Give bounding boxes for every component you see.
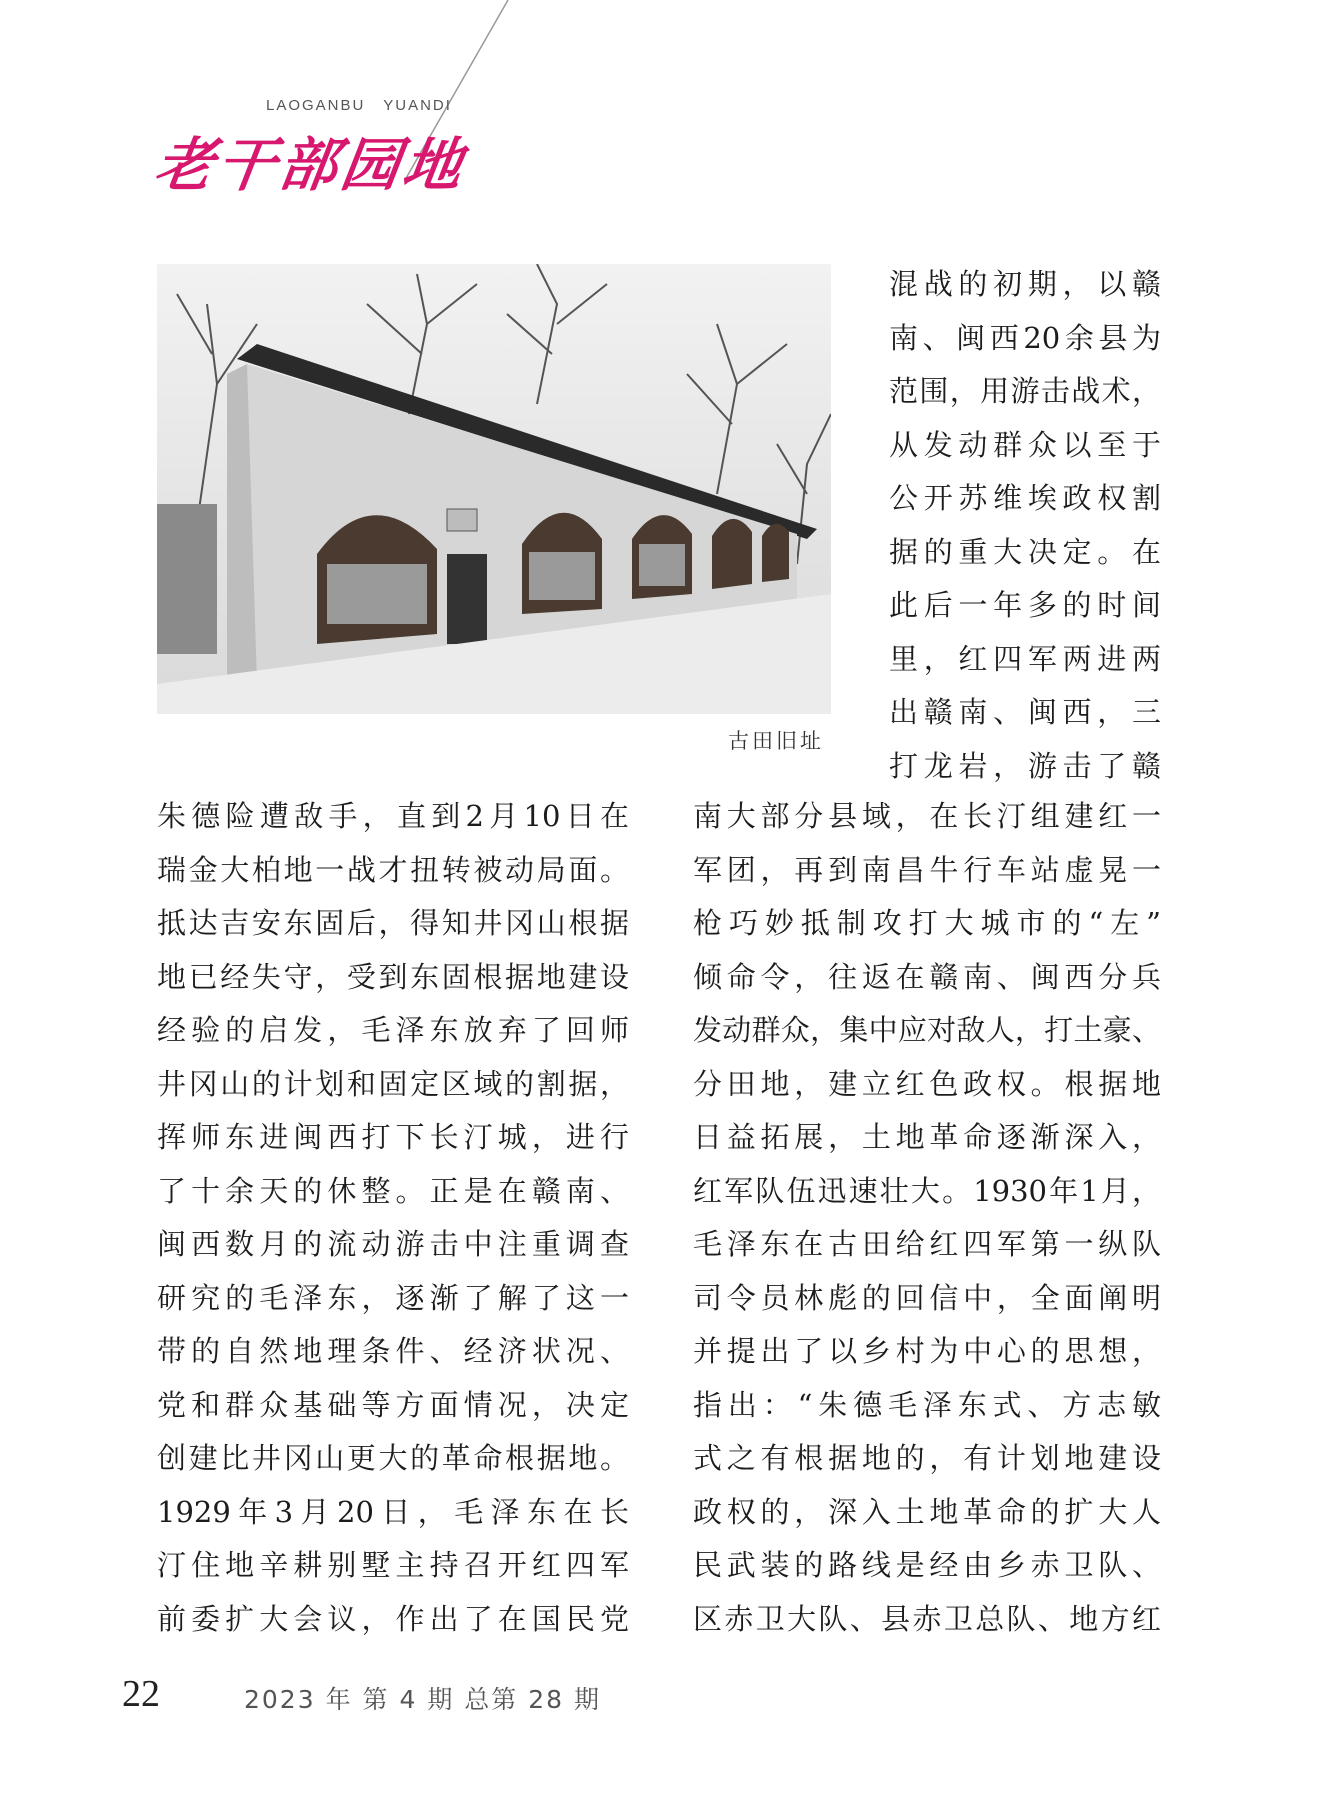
text-line: 出赣南、闽西，三 [889, 695, 1161, 729]
page-number: 22 [122, 1673, 160, 1715]
text-line: 此后一年多的时间 [889, 588, 1161, 622]
text-line: 军团，再到南昌牛行车站虚晃一 [693, 852, 1161, 887]
brand-logo: 老干部园地 [150, 131, 471, 199]
text-line: 党和群众基础等方面情况，决定 [157, 1387, 629, 1422]
text-line: 前委扩大会议，作出了在国民党 [157, 1601, 629, 1636]
text-line: 分田地，建立红色政权。根据地 [693, 1066, 1161, 1101]
text-line: 打龙岩，游击了赣 [889, 748, 1161, 783]
text-line: 混战的初期，以赣 [889, 267, 1161, 301]
text-line: 红军队伍迅速壮大。1930年1月， [693, 1173, 1161, 1208]
brand-english: LAOGANBU YUANDI [266, 97, 452, 114]
text-line: 发动群众，集中应对敌人，打土豪、 [693, 1013, 1161, 1047]
text-line: 式之有根据地的，有计划地建设 [693, 1441, 1161, 1475]
text-line: 指出：“朱德毛泽东式、方志敏 [693, 1387, 1161, 1422]
text-line: 了十余天的休整。正是在赣南、 [157, 1173, 629, 1208]
text-line: 汀住地辛耕别墅主持召开红四军 [157, 1548, 629, 1582]
text-line: 枪巧妙抵制攻打大城市的“左” [693, 906, 1161, 940]
text-line: 研究的毛泽东，逐渐了解了这一 [157, 1280, 629, 1315]
text-line: 从发动群众以至于 [889, 427, 1161, 462]
text-line: 政权的，深入土地革命的扩大人 [693, 1494, 1161, 1529]
photo-caption: 古田旧址 [728, 729, 824, 753]
text-line: 里，红四军两进两 [889, 641, 1161, 676]
issue-info: 2023 年 第 4 期 总第 28 期 [244, 1685, 601, 1714]
gutian-site-photo [157, 264, 831, 714]
text-line: 井冈山的计划和固定区域的割据， [157, 1066, 629, 1101]
text-line: 区赤卫大队、县赤卫总队、地方红 [693, 1601, 1161, 1636]
text-line: 闽西数月的流动游击中注重调查 [157, 1227, 629, 1261]
text-line: 挥师东进闽西打下长汀城，进行 [157, 1120, 629, 1154]
text-line: 地已经失守，受到东固根据地建设 [157, 959, 629, 994]
text-line: 倾命令，往返在赣南、闽西分兵 [693, 959, 1161, 994]
text-line: 范围，用游击战术， [889, 374, 1161, 408]
text-column-top-right [889, 258, 1161, 793]
text-line: 1929年3月20日，毛泽东在长 [157, 1494, 629, 1529]
text-line: 创建比井冈山更大的革命根据地。 [157, 1441, 629, 1475]
text-line: 据的重大决定。在 [889, 534, 1161, 569]
text-line: 司令员林彪的回信中，全面阐明 [693, 1280, 1161, 1315]
text-line: 日益拓展，土地革命逐渐深入， [693, 1120, 1161, 1154]
text-column-right [693, 790, 1161, 1646]
text-line: 公开苏维埃政权割 [889, 481, 1161, 515]
text-line: 并提出了以乡村为中心的思想， [693, 1334, 1161, 1368]
text-column-left [157, 790, 629, 1646]
text-line: 南大部分县域，在长汀组建红一 [693, 799, 1161, 833]
text-line: 瑞金大柏地一战才扭转被动局面。 [157, 852, 629, 887]
text-line: 毛泽东在古田给红四军第一纵队 [693, 1227, 1161, 1261]
text-line: 经验的启发，毛泽东放弃了回师 [157, 1013, 629, 1047]
text-line: 带的自然地理条件、经济状况、 [157, 1334, 629, 1368]
text-line: 南、闽西20余县为 [889, 320, 1161, 355]
text-line: 朱德险遭敌手，直到2月10日在 [157, 799, 629, 833]
text-line: 抵达吉安东固后，得知井冈山根据 [157, 906, 629, 940]
text-line: 民武装的路线是经由乡赤卫队、 [693, 1548, 1161, 1582]
